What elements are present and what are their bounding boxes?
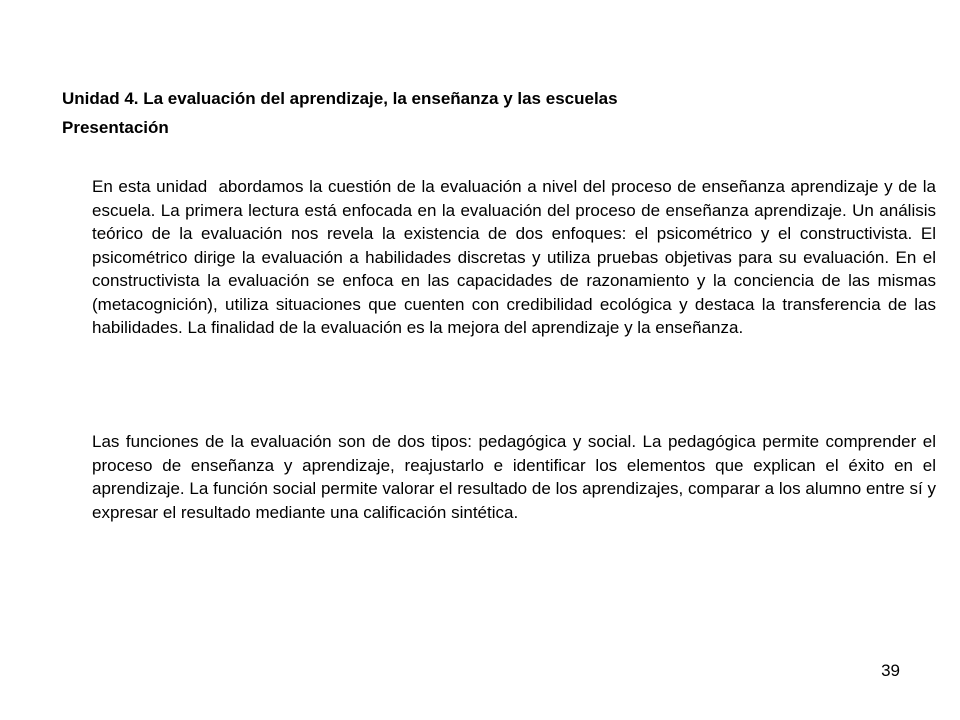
section-heading: Presentación [62, 118, 169, 137]
page-number: 39 [881, 661, 900, 680]
unit-title: Unidad 4. La evaluación del aprendizaje, la enseñanza y las escuelas [62, 89, 618, 108]
body-paragraph: En esta unidad abordamos la cuestión de la evaluación a nivel del proceso de enseñanza aprendizaje y de la escuela. La primera lectura está enfocada en la evaluación del proceso de enseñanza aprendizaje. Un análisis teórico de la evaluación nos revela la existencia de dos enfoques: el psicométrico y el constructivista. El psicométrico dirige la evaluación a habilidades discretas y utiliza pruebas objetivas para su evaluación. En el constructivista la evaluación se enfoca en las capacidades de razonamiento y la conciencia de las mismas (metacognición), utiliza situaciones que cuenten con credibilidad ecológica y destaca la transferencia de las habilidades. La finalidad de la evaluación es la mejora del aprendizaje y la enseñanza. [92, 177, 941, 337]
body-paragraph: Las funciones de la evaluación son de dos tipos: pedagógica y social. La pedagógica permite comprender el proceso de enseñanza y aprendizaje, reajustarlo e identificar los elementos que explican el éxito en el aprendizaje. La función social permite valorar el resultado de los aprendizajes, comparar a los alumno entre sí y expresar el resultado mediante una calificación sintética. [92, 432, 936, 522]
